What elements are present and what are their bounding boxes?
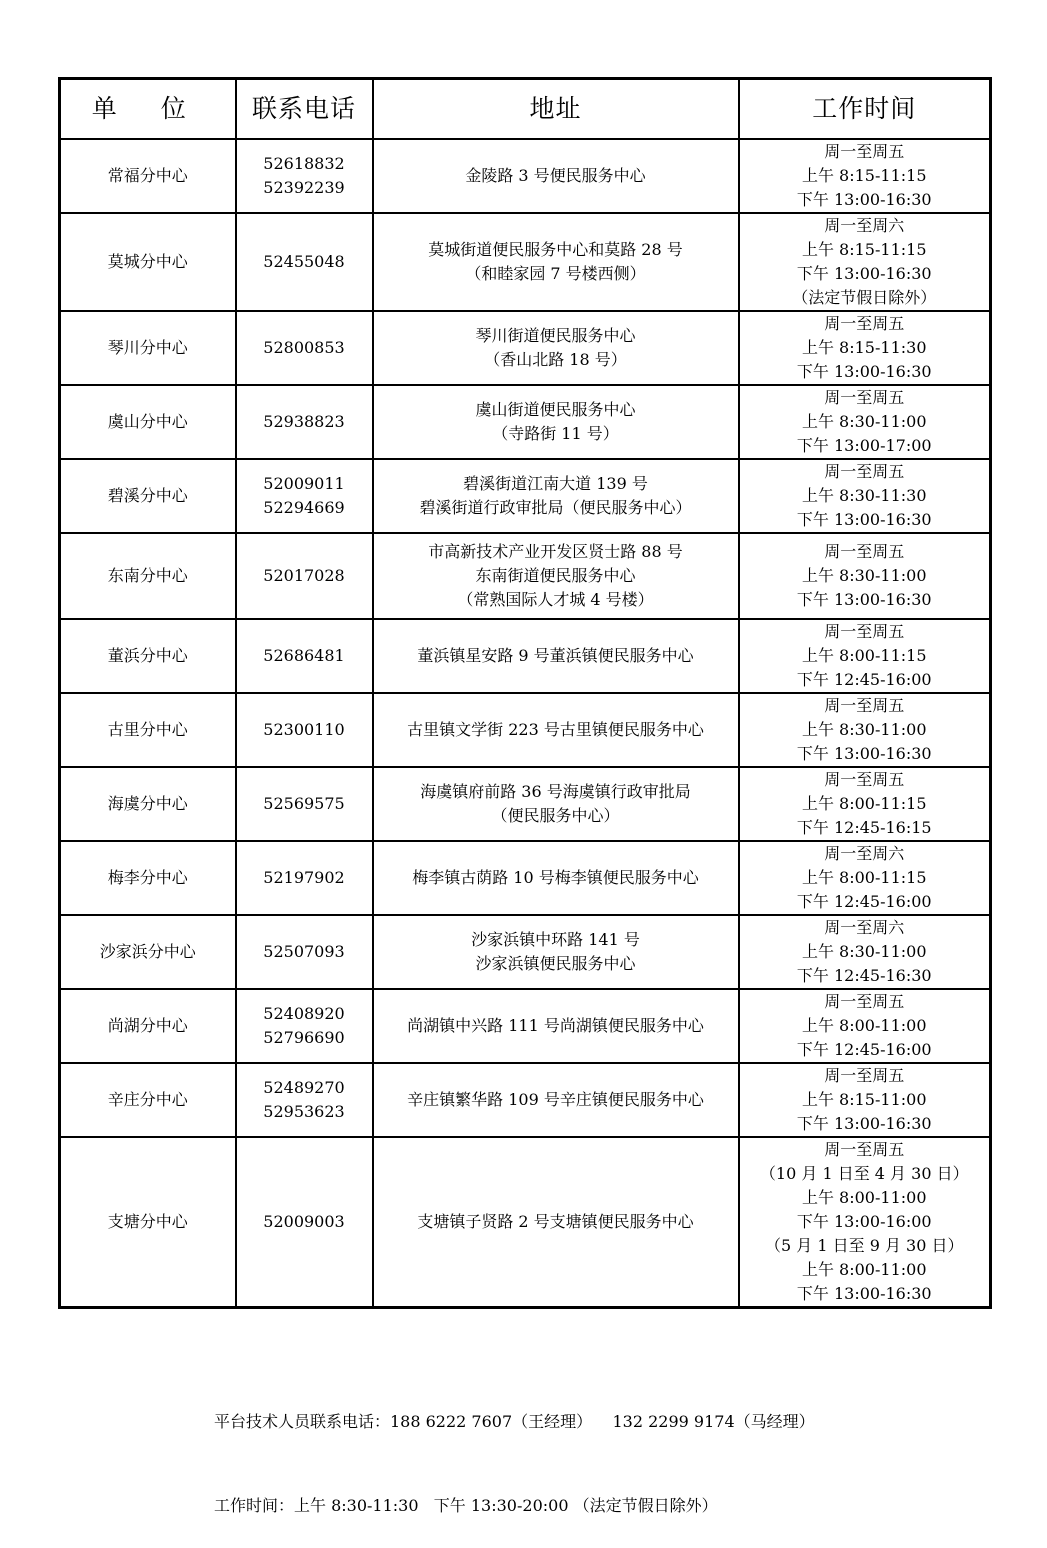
cell-phone	[236, 533, 373, 619]
hours-line: 上午 8:00-11:15	[801, 794, 927, 813]
hours-line: 上午 8:30-11:00	[801, 566, 927, 585]
hours-line: 上午 8:30-11:00	[801, 942, 927, 961]
phone-number: 52796690	[263, 1028, 345, 1047]
header-hours: 工作时间	[739, 79, 991, 140]
cell-hours	[739, 767, 991, 841]
address-line: 碧溪街道江南大道 139 号	[463, 474, 648, 493]
cell-phone	[236, 693, 373, 767]
address-line: 梅李镇古荫路 10 号梅李镇便民服务中心	[412, 868, 699, 887]
footer-contact-line: 平台技术人员联系电话：188 6222 7607（王经理） 132 2299 9174（马经理）	[214, 1412, 815, 1431]
table-row	[60, 915, 991, 989]
address-line: 尚湖镇中兴路 111 号尚湖镇便民服务中心	[407, 1016, 704, 1035]
cell-unit: 古里分中心	[60, 693, 236, 767]
table-row	[60, 533, 991, 619]
address-line: （常熟国际人才城 4 号楼）	[457, 590, 654, 609]
cell-phone	[236, 385, 373, 459]
address-line: 辛庄镇繁华路 109 号辛庄镇便民服务中心	[407, 1090, 704, 1109]
cell-hours	[739, 459, 991, 533]
cell-address	[373, 213, 739, 311]
table-row	[60, 767, 991, 841]
phone-number: 52009003	[263, 1212, 345, 1231]
cell-phone	[236, 1137, 373, 1308]
phone-number: 52618832	[263, 154, 345, 173]
phone-number: 52294669	[263, 498, 345, 517]
cell-address	[373, 619, 739, 693]
cell-hours	[739, 693, 991, 767]
cell-address	[373, 311, 739, 385]
phone-number: 52408920	[263, 1004, 345, 1023]
hours-line: 上午 8:30-11:00	[801, 412, 927, 431]
cell-unit: 辛庄分中心	[60, 1063, 236, 1137]
cell-hours	[739, 311, 991, 385]
header-phone: 联系电话	[236, 79, 373, 140]
hours-line: 上午 8:00-11:00	[801, 1188, 927, 1207]
hours-line: 上午 8:00-11:00	[801, 1260, 927, 1279]
cell-phone	[236, 213, 373, 311]
cell-phone	[236, 989, 373, 1063]
cell-address	[373, 139, 739, 213]
hours-line: 下午 12:45-16:00	[796, 670, 932, 689]
hours-line: （法定节假日除外）	[792, 288, 937, 307]
hours-line: 下午 13:00-16:30	[796, 362, 932, 381]
table-row	[60, 619, 991, 693]
cell-phone	[236, 619, 373, 693]
hours-line: 周一至周六	[824, 216, 905, 235]
cell-phone	[236, 459, 373, 533]
cell-phone	[236, 311, 373, 385]
cell-hours	[739, 385, 991, 459]
table-row	[60, 989, 991, 1063]
cell-hours	[739, 989, 991, 1063]
address-line: （香山北路 18 号）	[484, 350, 627, 369]
table-row	[60, 1137, 991, 1308]
address-line: 金陵路 3 号便民服务中心	[465, 166, 646, 185]
cell-unit: 碧溪分中心	[60, 459, 236, 533]
cell-address	[373, 915, 739, 989]
hours-line: 下午 13:00-16:30	[796, 1284, 932, 1303]
hours-line: 周一至周五	[824, 542, 905, 561]
cell-address	[373, 841, 739, 915]
cell-address	[373, 693, 739, 767]
hours-line: （10 月 1 日至 4 月 30 日）	[759, 1164, 969, 1183]
hours-line: 下午 13:00-16:30	[796, 190, 932, 209]
hours-line: 上午 8:15-11:00	[801, 1090, 927, 1109]
address-line: （寺路街 11 号）	[492, 424, 619, 443]
hours-line: （5 月 1 日至 9 月 30 日）	[764, 1236, 964, 1255]
cell-hours	[739, 1137, 991, 1308]
hours-line: 下午 12:45-16:00	[796, 892, 932, 911]
cell-hours	[739, 533, 991, 619]
hours-line: 周一至周五	[824, 462, 905, 481]
hours-line: 上午 8:30-11:30	[801, 486, 927, 505]
cell-hours	[739, 1063, 991, 1137]
address-line: （和睦家园 7 号楼西侧）	[465, 264, 646, 283]
cell-hours	[739, 619, 991, 693]
table-row	[60, 139, 991, 213]
table-row	[60, 213, 991, 311]
address-line: 沙家浜镇中环路 141 号	[471, 930, 640, 949]
phone-number: 52953623	[263, 1102, 345, 1121]
table-row	[60, 385, 991, 459]
hours-line: 下午 13:00-16:30	[796, 510, 932, 529]
phone-number: 52686481	[263, 646, 345, 665]
footer	[214, 1352, 815, 1548]
hours-line: 上午 8:15-11:15	[801, 166, 927, 185]
phone-number: 52197902	[263, 868, 345, 887]
hours-line: 周一至周六	[824, 918, 905, 937]
table-row	[60, 1063, 991, 1137]
header-row	[60, 79, 991, 140]
hours-line: 周一至周六	[824, 844, 905, 863]
hours-line: 下午 12:45-16:00	[796, 1040, 932, 1059]
address-line: 沙家浜镇便民服务中心	[475, 954, 636, 973]
cell-address	[373, 1063, 739, 1137]
cell-address	[373, 533, 739, 619]
address-line: 董浜镇星安路 9 号董浜镇便民服务中心	[417, 646, 694, 665]
hours-line: 周一至周五	[824, 388, 905, 407]
hours-line: 下午 12:45-16:30	[796, 966, 932, 985]
service-center-table	[58, 77, 992, 1309]
hours-line: 下午 13:00-16:30	[796, 744, 932, 763]
hours-line: 上午 8:00-11:15	[801, 868, 927, 887]
address-line: 海虞镇府前路 36 号海虞镇行政审批局	[420, 782, 691, 801]
footer-hours-line: 工作时间：上午 8:30-11:30 下午 13:30-20:00 （法定节假日除外）	[214, 1496, 718, 1515]
hours-line: 周一至周五	[824, 622, 905, 641]
cell-hours	[739, 915, 991, 989]
address-line: 莫城街道便民服务中心和莫路 28 号	[428, 240, 683, 259]
cell-phone	[236, 1063, 373, 1137]
cell-unit: 梅李分中心	[60, 841, 236, 915]
cell-unit: 董浜分中心	[60, 619, 236, 693]
cell-unit: 支塘分中心	[60, 1137, 236, 1308]
table-row	[60, 459, 991, 533]
hours-line: 周一至周五	[824, 314, 905, 333]
phone-number: 52507093	[263, 942, 345, 961]
phone-number: 52300110	[263, 720, 345, 739]
hours-line: 下午 13:00-16:30	[796, 264, 932, 283]
cell-hours	[739, 139, 991, 213]
cell-phone	[236, 915, 373, 989]
hours-line: 周一至周五	[824, 696, 905, 715]
address-line: 市高新技术产业开发区贤士路 88 号	[428, 542, 683, 561]
hours-line: 周一至周五	[824, 142, 905, 161]
cell-hours	[739, 841, 991, 915]
table-row	[60, 693, 991, 767]
address-line: 支塘镇子贤路 2 号支塘镇便民服务中心	[417, 1212, 694, 1231]
hours-line: 周一至周五	[824, 992, 905, 1011]
header-address: 地址	[373, 79, 739, 140]
cell-address	[373, 989, 739, 1063]
phone-number: 52392239	[263, 178, 345, 197]
cell-unit: 莫城分中心	[60, 213, 236, 311]
address-line: 古里镇文学街 223 号古里镇便民服务中心	[407, 720, 704, 739]
cell-address	[373, 385, 739, 459]
cell-address	[373, 1137, 739, 1308]
address-line: 虞山街道便民服务中心	[475, 400, 636, 419]
address-line: 碧溪街道行政审批局（便民服务中心）	[419, 498, 692, 517]
hours-line: 下午 13:00-16:00	[796, 1212, 932, 1231]
hours-line: 上午 8:30-11:00	[801, 720, 927, 739]
hours-line: 下午 13:00-16:30	[796, 1114, 932, 1133]
cell-phone	[236, 139, 373, 213]
hours-line: 下午 13:00-16:30	[796, 590, 932, 609]
table-row	[60, 311, 991, 385]
cell-unit: 虞山分中心	[60, 385, 236, 459]
address-line: 琴川街道便民服务中心	[475, 326, 636, 345]
phone-number: 52938823	[263, 412, 345, 431]
address-line: 东南街道便民服务中心	[475, 566, 636, 585]
address-line: （便民服务中心）	[491, 806, 620, 825]
hours-line: 上午 8:15-11:30	[801, 338, 927, 357]
cell-address	[373, 459, 739, 533]
cell-address	[373, 767, 739, 841]
table-row	[60, 841, 991, 915]
cell-unit: 尚湖分中心	[60, 989, 236, 1063]
phone-number: 52800853	[263, 338, 345, 357]
cell-unit: 常福分中心	[60, 139, 236, 213]
cell-unit: 琴川分中心	[60, 311, 236, 385]
hours-line: 下午 13:00-17:00	[796, 436, 932, 455]
phone-number: 52455048	[263, 252, 345, 271]
phone-number: 52569575	[263, 794, 345, 813]
hours-line: 下午 12:45-16:15	[796, 818, 932, 837]
hours-line: 周一至周五	[824, 1140, 905, 1159]
cell-phone	[236, 841, 373, 915]
cell-unit: 海虞分中心	[60, 767, 236, 841]
hours-line: 周一至周五	[824, 770, 905, 789]
cell-unit: 东南分中心	[60, 533, 236, 619]
hours-line: 上午 8:00-11:00	[801, 1016, 927, 1035]
hours-line: 上午 8:00-11:15	[801, 646, 927, 665]
hours-line: 周一至周五	[824, 1066, 905, 1085]
cell-unit: 沙家浜分中心	[60, 915, 236, 989]
cell-phone	[236, 767, 373, 841]
phone-number: 52017028	[263, 566, 345, 585]
cell-hours	[739, 213, 991, 311]
hours-line: 上午 8:15-11:15	[801, 240, 927, 259]
phone-number: 52009011	[263, 474, 345, 493]
header-unit: 单 位	[60, 79, 236, 140]
phone-number: 52489270	[263, 1078, 345, 1097]
